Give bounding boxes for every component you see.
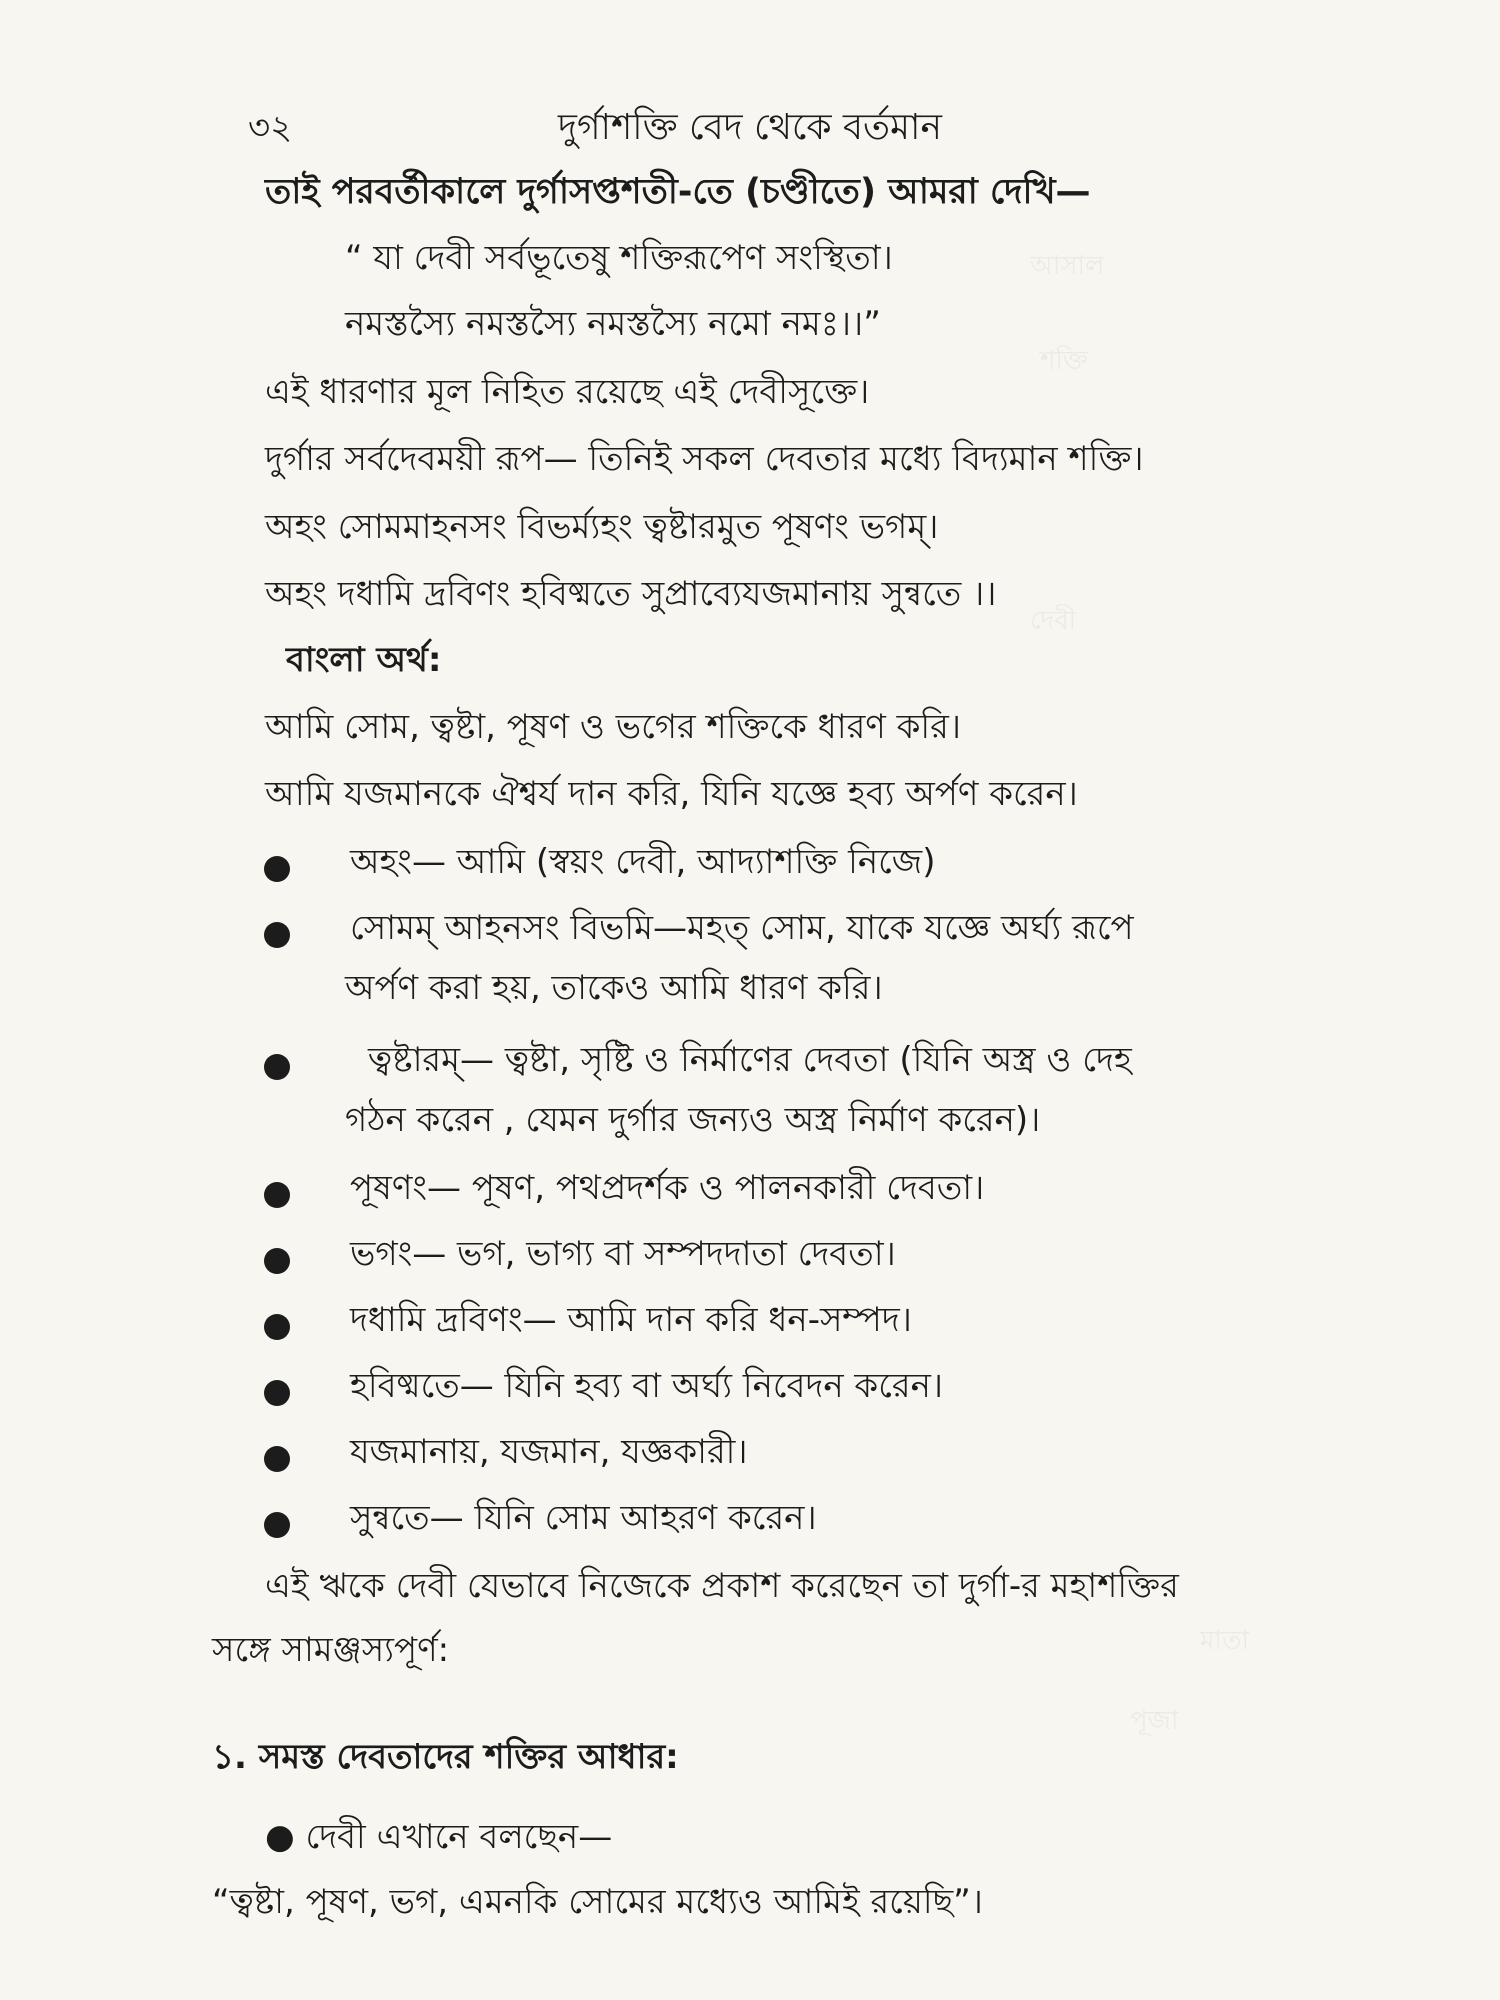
section-1-heading: ১. সমস্ত দেবতাদের শক্তির আধার:	[212, 1737, 679, 1777]
list-item: সোমম্ আহনসং বিভমি—মহত্ সোম, যাকে যজ্ঞে অর্ঘ্য রূপে	[350, 908, 1134, 948]
list-item: হবিষ্মতে— যিনি হব্য বা অর্ঘ্য নিবেদন করেন।	[350, 1366, 944, 1406]
list-item: ত্বষ্টারম্— ত্বষ্টা, সৃষ্টি ও নির্মাণের দেবতা (যিনি অস্ত্র ও দেহ	[368, 1040, 1132, 1080]
bullet-dot	[264, 1380, 290, 1406]
paragraph-2: দুর্গার সর্বদেবময়ী রূপ— তিনিই সকল দেবতার মধ্যে বিদ্যমান শক্তি।	[265, 439, 1144, 479]
list-item: সুন্বতে— যিনি সোম আহরণ করেন।	[350, 1498, 817, 1538]
list-item: পূষণং— পূষণ, পথপ্রদর্শক ও পালনকারী দেবতা।	[350, 1168, 985, 1208]
meaning-line-1: আমি সোম, ত্বষ্টা, পূষণ ও ভগের শক্তিকে ধারণ করি।	[265, 707, 962, 747]
bullet-dot	[264, 1182, 290, 1208]
sloka-line-2: অহং দধামি দ্রবিণং হবিষ্মতে সুপ্রাব্যেযজমানায় সুন্বতে ।।	[265, 574, 997, 614]
intro-line: তাই পরবর্তীকালে দুর্গাসপ্তশতী-তে (চণ্ডীতে) আমরা দেখি—	[265, 172, 1091, 212]
running-title: দুর্গাশক্তি বেদ থেকে বর্তমান	[558, 107, 942, 148]
sloka-line-1: অহং সোমমাহনসং বিভর্ম্যহং ত্বষ্টারমুত পূষণং ভগম্।	[265, 507, 939, 547]
bullet-dot	[264, 1248, 290, 1274]
quote-line-1: “ যা দেবী সর্বভূতেষু শক্তিরূপেণ সংস্থিতা।	[345, 238, 893, 278]
list-item: ভগং— ভগ, ভাগ্য বা সম্পদদাতা দেবতা।	[350, 1234, 896, 1274]
bullet-dot	[264, 1054, 290, 1080]
section-1-quote: “ত্বষ্টা, পূষণ, ভগ, এমনকি সোমের মধ্যেও আমিই রয়েছি”।	[212, 1882, 983, 1922]
paragraph-3-line-1: এই ঋকে দেবী যেভাবে নিজেকে প্রকাশ করেছেন তা দুর্গা-র মহাশক্তির	[265, 1566, 1179, 1606]
bullet-dot	[264, 1512, 290, 1538]
book-page: আসাল শক্তি দেবী মাতা পূজা ৩২ দুর্গাশক্তি বেদ থেকে বর্তমান তাই পরবর্তীকালে দুর্গাসপ্তশতী-তে (চণ্ডীতে) আমরা দেখি— “ যা দেবী সর্বভূতেষু শক্তিরূপেণ সংস্থিতা। নমস্তস্যৈ নমস্তস্যৈ নমস্তস্যৈ নমো নমঃ।।” এই ধারণার মূল নিহিত রয়েছে এই দেবীসূক্তে। দুর্গার সর্বদেবময়ী রূপ— তিনিই সকল দেবতার মধ্যে বিদ্যমান শক্তি। অহং সোমমাহনসং বিভর্ম্যহং ত্বষ্টারমুত পূষণং ভগম্। অহং দধামি দ্রবিণং হবিষ্মতে সুপ্রাব্যেযজমানায় সুন্বতে ।। বাংলা অর্থ: আমি সোম, ত্বষ্টা, পূষণ ও ভগের শক্তিকে ধারণ করি। আমি যজমানকে ঐশ্বর্য দান করি, যিনি যজ্ঞে হব্য অর্পণ করেন। অহং— আমি (স্বয়ং দেবী, আদ্যাশক্তি নিজে) সোমম্ আহনসং বিভমি—মহত্ সোম, যাকে যজ্ঞে অর্ঘ্য রূপে অর্পণ করা হয়, তাকেও আমি ধারণ করি। ত্বষ্টারম্— ত্বষ্টা, সৃষ্টি ও নির্মাণের দেবতা (যিনি অস্ত্র ও দেহ গঠন করেন , যেমন দুর্গার জন্যও অস্ত্র নির্মাণ করেন)। পূষণং— পূষণ, পথপ্রদর্শক ও পালনকারী দেবতা। ভগং— ভগ, ভাগ্য বা সম্পদদাতা দেবতা। দধামি দ্রবিণং— আমি দান করি ধন-সম্পদ। হবিষ্মতে— যিনি হব্য বা অর্ঘ্য নিবেদন করেন। যজমানায়, যজমান, যজ্ঞকারী। সুন্বতে— যিনি সোম আহরণ করেন। এই ঋকে দেবী যেভাবে নিজেকে প্রকাশ করেছেন তা দুর্গা-র মহাশক্তির সঙ্গে সামঞ্জস্যপূর্ণ: ১. সমস্ত দেবতাদের শক্তির আধার: ● দেবী এখানে বলছেন— “ত্বষ্টা, পূষণ, ভগ, এমনকি সোমের মধ্যেও আমিই রয়েছি”।	[0, 0, 1500, 2000]
page-number: ৩২	[248, 108, 293, 148]
bullet-dot	[264, 856, 290, 882]
bullet-dot	[264, 1446, 290, 1472]
quote-line-2: নমস্তস্যৈ নমস্তস্যৈ নমস্তস্যৈ নমো নমঃ।।”	[345, 304, 881, 344]
list-item: যজমানায়, যজমান, যজ্ঞকারী।	[350, 1432, 748, 1472]
bullet-dot	[264, 1314, 290, 1340]
list-item: দধামি দ্রবিণং— আমি দান করি ধন-সম্পদ।	[350, 1300, 912, 1340]
paragraph-3-line-2: সঙ্গে সামঞ্জস্যপূর্ণ:	[212, 1630, 450, 1670]
list-item: অহং— আমি (স্বয়ং দেবী, আদ্যাশক্তি নিজে)	[350, 842, 936, 882]
list-item-continuation: অর্পণ করা হয়, তাকেও আমি ধারণ করি।	[345, 968, 883, 1008]
list-item-continuation: গঠন করেন , যেমন দুর্গার জন্যও অস্ত্র নির্মাণ করেন)।	[345, 1100, 1041, 1140]
section-1-bullet: ● দেবী এখানে বলছেন—	[265, 1817, 613, 1857]
paragraph-1: এই ধারণার মূল নিহিত রয়েছে এই দেবীসূক্তে।	[265, 372, 870, 412]
bullet-dot	[264, 922, 290, 948]
meaning-heading: বাংলা অর্থ:	[286, 640, 442, 680]
meaning-line-2: আমি যজমানকে ঐশ্বর্য দান করি, যিনি যজ্ঞে হব্য অর্পণ করেন।	[265, 774, 1078, 814]
